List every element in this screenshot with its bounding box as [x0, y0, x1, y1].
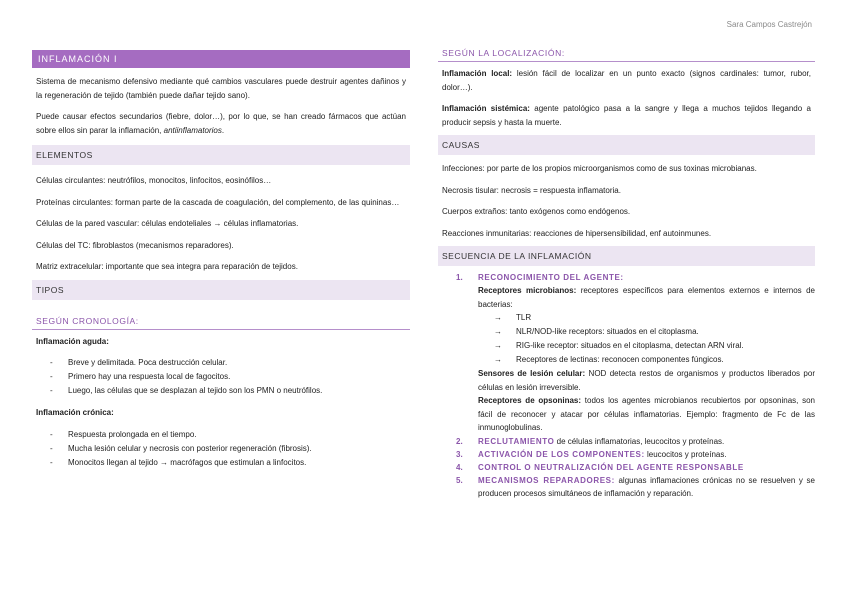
list-item: → RIG-like receptor: situados en el citoplasma, detectan ARN viral. [494, 339, 815, 353]
local-paragraph: Inflamación local: lesión fácil de localizar en un punto exacto (signos cardinales: tumor, rubor, dolor…). [442, 69, 812, 92]
intro-paragraph-1: Sistema de mecanismo defensivo mediante qué cambios vasculares puede destruir agentes dañinos y la regeneración de tejido (también puede dañar tejido sano). [36, 77, 406, 100]
list-item: → TLR [494, 311, 815, 325]
secuencia-step: 4. CONTROL O NEUTRALIZACIÓN DEL AGENTE RESPONSABLE [456, 462, 744, 472]
list-item: → Receptores de lectinas: reconocen componentes fúngicos. [494, 353, 815, 367]
list-item: - Luego, las células que se desplazan al tejido son los PMN o neutrófilos. [50, 384, 410, 398]
tipos-header: TIPOS [32, 280, 410, 300]
right-column [438, 44, 815, 500]
elemento-item: Proteínas circulantes: forman parte de la cascada de coagulación, del complemento, de las quininas… [36, 197, 400, 207]
causa-item: Infecciones: por parte de los propios microorganismos como de sus toxinas microbianas. [442, 164, 757, 173]
author-name: Sara Campos Castrejón [726, 20, 812, 29]
secuencia-step: 5. MECANISMOS REPARADORES: algunas inflamaciones crónicas no se resuelven y se producen procesos simultáneos de inflamación y reparación. [456, 475, 816, 498]
causa-item: Reacciones inmunitarias: reacciones de hipersensibilidad, enf autoinmunes. [442, 228, 712, 238]
causa-item: Cuerpos extraños: tanto exógenos como endógenos. [442, 207, 631, 216]
receptores-list [478, 311, 815, 367]
cronica-list [32, 428, 410, 470]
list-item: - Primero hay una respuesta local de fagocitos. [50, 370, 410, 384]
cronica-title: Inflamación crónica: [36, 408, 114, 417]
elemento-item: Matriz extracelular: importante que sea integra para reparación de tejidos. [36, 262, 298, 271]
list-item: - Mucha lesión celular y necrosis con posterior regeneración (fibrosis). [50, 442, 410, 456]
elemento-item: Células circulantes: neutrófilos, monocitos, linfocitos, eosinófilos… [36, 176, 272, 185]
sensores-lesion: Sensores de lesión celular: NOD detecta restos de organismos y productos liberados por células en lesión irreversible. [478, 369, 815, 392]
left-column [32, 48, 410, 470]
sistemica-paragraph: Inflamación sistémica: agente patológico pasa a la sangre y llega a muchos tejidos llegando a producir sepsis y hasta la muerte. [442, 104, 811, 127]
localizacion-subheader: SEGÚN LA LOCALIZACIÓN: [438, 44, 815, 62]
elementos-header: ELEMENTOS [32, 145, 410, 165]
list-item: → NLR/NOD-like receptors: situados en el citoplasma. [494, 325, 815, 339]
list-item: - Respuesta prolongada en el tiempo. [50, 428, 410, 442]
elemento-item: Células del TC: fibroblastos (mecanismos reparadores). [36, 240, 234, 250]
aguda-title: Inflamación aguda: [36, 336, 109, 346]
causa-item: Necrosis tisular: necrosis = respuesta inflamatoria. [442, 185, 621, 195]
intro-paragraph-2: Puede causar efectos secundarios (fiebre, dolor…), por lo que, se han creado fármacos que actúan sobre ellos sin parar la inflamación, antiinflamatorios. [36, 112, 406, 135]
cronologia-subheader: SEGÚN CRONOLOGÍA: [32, 312, 410, 330]
list-item: - Monocitos llegan al tejido → macrófagos que estimulan a linfocitos. [50, 456, 410, 470]
secuencia-step: 2. RECLUTAMIENTO de células inflamatorias, leucocitos y proteínas. [456, 436, 725, 446]
receptores-opsoninas: Receptores de opsoninas: todos los agentes microbianos recubiertos por opsoninas, son fácil de reconocer y atacar por células inflamatorias. Ejemplo: fragmento de Fc de las inmunoglobulinas. [478, 396, 816, 432]
aguda-list [32, 356, 410, 398]
elemento-item: Células de la pared vascular: células endoteliales → células inflamatorias. [36, 219, 299, 228]
list-item: - Breve y delimitada. Poca destrucción celular. [50, 356, 410, 370]
secuencia-header: SECUENCIA DE LA INFLAMACIÓN [438, 246, 815, 266]
receptores-microbianos: Receptores microbianos: receptores específicos para elementos externos e internos de bacterias: [478, 286, 815, 309]
secuencia-step: 3. ACTIVACIÓN DE LOS COMPONENTES: leucocitos y proteínas. [456, 449, 727, 459]
causas-header: CAUSAS [438, 135, 815, 155]
secuencia-step: 1. RECONOCIMIENTO DEL AGENTE: Receptores microbianos: receptores específicos para elementos externos e internos de bacterias: → TLR → NLR/NOD-like receptors: situados en el citoplasma. → RIG-like receptor: situados en el citoplasma, detectan ARN viral. → Receptores de lectinas: reconocen componentes fúngicos. Sensores de lesión celular: NOD detecta restos de organismos y productos liberados por células en lesión irreversible. Receptores de opsoninas: todos los agentes microbianos recubiertos por opsoninas, son fácil de reconocer y atacar por células inflamatorias. Ejemplo: fragmento de Fc de las inmunoglobulinas. [456, 271, 815, 435]
secuencia-list [438, 271, 815, 500]
page-title: INFLAMACIÓN I [32, 50, 410, 68]
